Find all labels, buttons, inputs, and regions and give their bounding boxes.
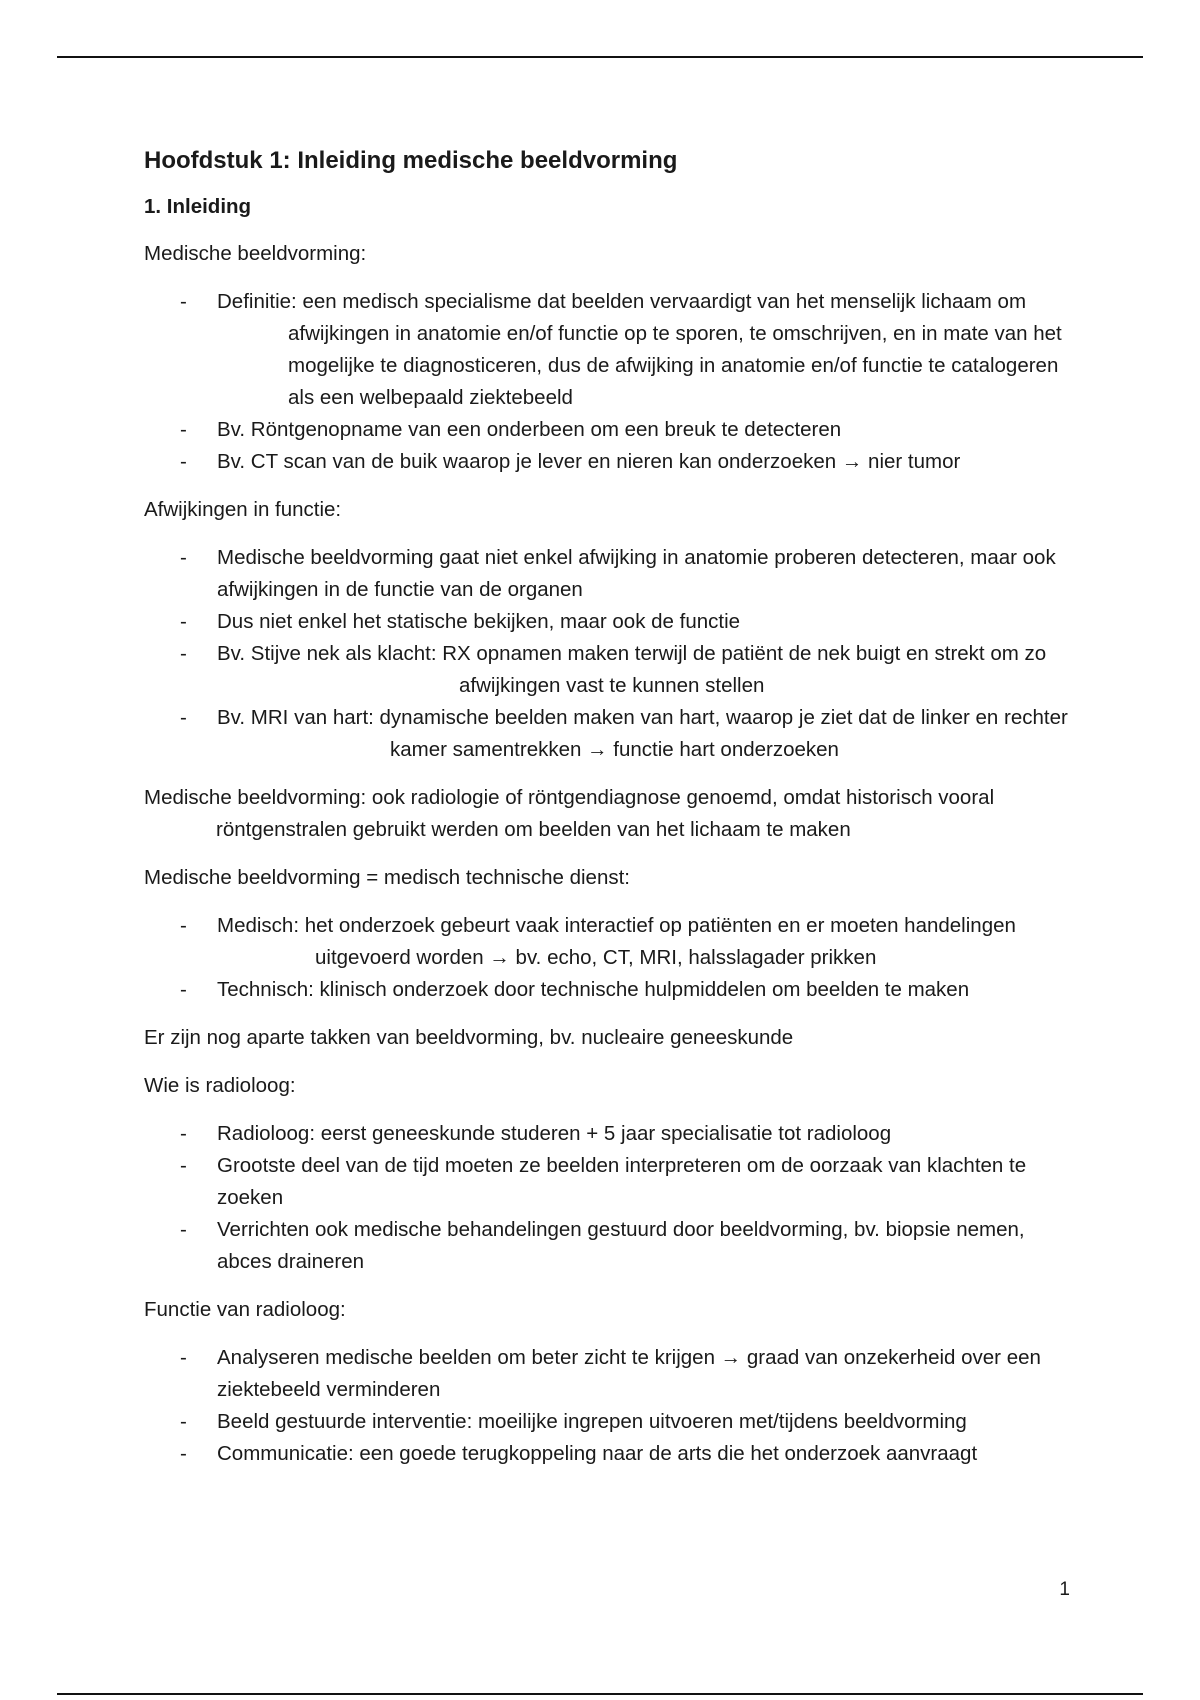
list-item: - Bv. Stijve nek als klacht: RX opnamen maken terwijl de patiënt de nek buigt en strekt om zo afwijkingen vast te kunnen stellen (144, 638, 1074, 702)
list-item: - Communicatie: een goede terugkoppeling naar de arts die het onderzoek aanvraagt (144, 1438, 1074, 1470)
document-body (144, 144, 1074, 1486)
bullet-list (144, 910, 1074, 1006)
list-item: - Radioloog: eerst geneeskunde studeren + 5 jaar specialisatie tot radioloog (144, 1118, 1074, 1150)
bullet-list (144, 286, 1074, 478)
paragraph: Er zijn nog aparte takken van beeldvorming, bv. nucleaire geneeskunde (144, 1026, 794, 1049)
list-item: - Grootste deel van de tijd moeten ze beelden interpreteren om de oorzaak van klachten te zoeken (144, 1150, 1074, 1214)
list-item: - Definitie: een medisch specialisme dat beelden vervaardigt van het menselijk lichaam om afwijkingen in anatomie en/of functie op te sporen, te omschrijven, en in mate van het mogelijke te diagnosticeren, dus de afwijking in anatomie en/of functie te catalogeren als een welbepaald ziektebeeld (144, 286, 1074, 414)
list-item: - Bv. MRI van hart: dynamische beelden maken van hart, waarop je ziet dat de linker en rechter kamer samentrekken → functie hart onderzoeken (144, 702, 1074, 766)
list-item: - Beeld gestuurde interventie: moeilijke ingrepen uitvoeren met/tijdens beeldvorming (144, 1406, 1074, 1438)
paragraph: Medische beeldvorming: ook radiologie of röntgendiagnose genoemd, omdat historisch vooral röntgenstralen gebruikt werden om beelden van het lichaam te maken (144, 786, 995, 841)
list-item: - Bv. Röntgenopname van een onderbeen om een breuk te detecteren (144, 414, 1074, 446)
bullet-list (144, 1118, 1074, 1278)
list-item: - Medische beeldvorming gaat niet enkel afwijking in anatomie proberen detecteren, maar ook afwijkingen in de functie van de organen (144, 542, 1074, 606)
header-rule (57, 56, 1143, 58)
footer-rule (57, 1693, 1143, 1695)
list-item: - Bv. CT scan van de buik waarop je lever en nieren kan onderzoeken → nier tumor (144, 446, 1074, 478)
paragraph-heading: Medische beeldvorming = medisch technische dienst: (144, 866, 630, 889)
chapter-title: Hoofdstuk 1: Inleiding medische beeldvorming (144, 147, 678, 174)
paragraph-heading: Afwijkingen in functie: (144, 498, 342, 521)
list-item: - Verrichten ook medische behandelingen gestuurd door beeldvorming, bv. biopsie nemen, abces draineren (144, 1214, 1074, 1278)
list-item: - Technisch: klinisch onderzoek door technische hulpmiddelen om beelden te maken (144, 974, 1074, 1006)
bullet-list (144, 542, 1074, 766)
paragraph-heading: Wie is radioloog: (144, 1074, 296, 1097)
list-item: - Analyseren medische beelden om beter zicht te krijgen → graad van onzekerheid over een ziektebeeld verminderen (144, 1342, 1074, 1406)
section-heading: 1. Inleiding (144, 195, 252, 218)
paragraph-heading: Functie van radioloog: (144, 1298, 346, 1321)
list-item: - Medisch: het onderzoek gebeurt vaak interactief op patiënten en er moeten handelingen uitgevoerd worden → bv. echo, CT, MRI, halsslagader prikken (144, 910, 1074, 974)
page-number: 1 (1059, 1579, 1070, 1600)
paragraph-heading: Medische beeldvorming: (144, 242, 367, 265)
bullet-list (144, 1342, 1074, 1470)
list-item: - Dus niet enkel het statische bekijken, maar ook de functie (144, 606, 1074, 638)
